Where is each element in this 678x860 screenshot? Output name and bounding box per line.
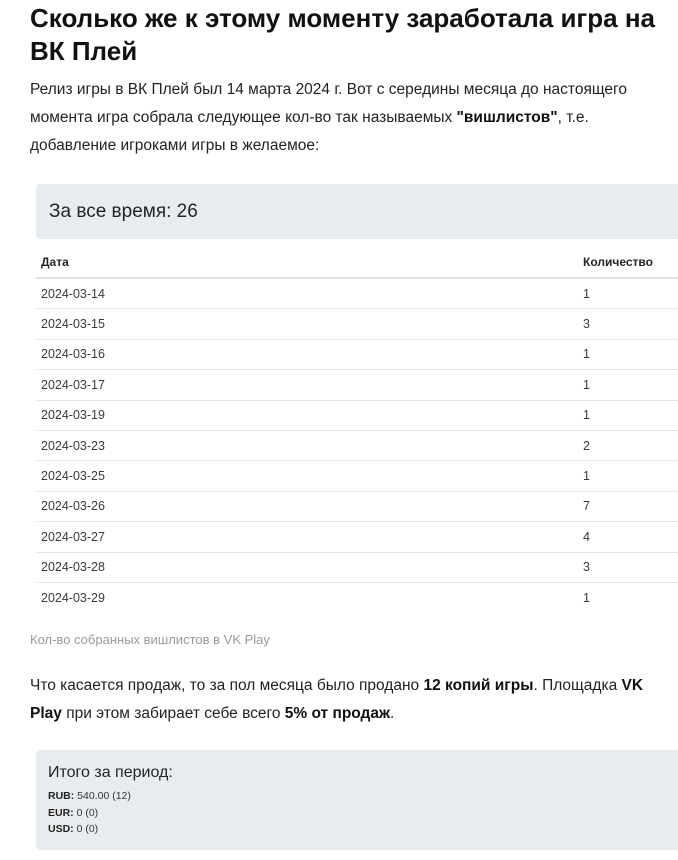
column-header-count: Количество bbox=[577, 247, 678, 278]
currency-row-usd bbox=[48, 821, 678, 838]
cell-date: 2024-03-25 bbox=[36, 461, 577, 491]
sales-paragraph bbox=[30, 672, 670, 728]
cell-date: 2024-03-17 bbox=[36, 370, 577, 400]
total-wishlists-panel bbox=[36, 184, 678, 239]
cell-count: 7 bbox=[577, 491, 678, 521]
wishlist-table bbox=[36, 247, 678, 612]
cell-count: 1 bbox=[583, 590, 590, 605]
sales-text-4: . bbox=[390, 705, 395, 722]
intro-bold-wishlists: "вишлистов" bbox=[456, 109, 558, 126]
cell-date: 2024-03-23 bbox=[36, 430, 577, 460]
cell-count: 4 bbox=[577, 522, 678, 552]
total-wishlists-label: За все время: 26 bbox=[49, 200, 198, 222]
table-row bbox=[36, 309, 678, 339]
cell-count: 3 bbox=[577, 309, 678, 339]
table-body bbox=[36, 278, 678, 612]
table-row bbox=[36, 491, 678, 521]
sales-bold-platform: VK Play bbox=[30, 677, 644, 722]
sales-text-1: Что касается продаж, то за пол месяца было продано bbox=[30, 677, 424, 694]
cell-date: 2024-03-16 bbox=[36, 339, 577, 369]
table-row bbox=[36, 552, 678, 582]
cell-count: 1 bbox=[577, 400, 678, 430]
cell-count: 2 bbox=[577, 430, 678, 460]
cell-count: 1 bbox=[577, 370, 678, 400]
currency-code: EUR: bbox=[48, 806, 74, 819]
table-row bbox=[36, 461, 678, 491]
table-row bbox=[36, 370, 678, 400]
intro-text-1: Релиз игры в ВК Плей был 14 марта 2024 г. Вот с середины месяца до настоящего момента игра собрала следующее кол-во так называемых bbox=[30, 81, 627, 126]
cell-date: 2024-03-28 bbox=[36, 552, 577, 582]
table-row bbox=[36, 339, 678, 369]
intro-text-2: , т.е. добавление игроками игры в желаемое: bbox=[30, 109, 589, 154]
currency-value: 0 (0) bbox=[76, 823, 99, 835]
sales-bold-commission: 5% от продаж bbox=[284, 705, 390, 722]
cell-count: 1 bbox=[577, 278, 678, 309]
cell-count: 1 bbox=[577, 339, 678, 369]
table-header-row bbox=[36, 247, 678, 278]
period-totals-panel bbox=[36, 750, 678, 850]
table-row bbox=[36, 400, 678, 430]
cell-date: 2024-03-26 bbox=[36, 491, 577, 521]
article-title: Сколько же к этому моменту заработала игра на ВК Плей bbox=[30, 3, 655, 66]
currency-value: 540.00 (12) bbox=[77, 790, 131, 802]
currency-code: USD: bbox=[48, 823, 74, 835]
cell-date: 2024-03-14 bbox=[36, 278, 577, 309]
cell-date: 2024-03-29 bbox=[41, 590, 105, 605]
currency-row-eur bbox=[48, 805, 678, 822]
sales-bold-copies: 12 копий игры bbox=[423, 677, 534, 694]
currency-row-rub bbox=[48, 788, 678, 805]
currency-list bbox=[48, 788, 678, 838]
cell-date: 2024-03-27 bbox=[36, 522, 577, 552]
table-row bbox=[36, 582, 678, 612]
sales-text-2: . Площадка bbox=[533, 677, 622, 694]
cell-count: 3 bbox=[577, 552, 678, 582]
intro-paragraph bbox=[30, 76, 660, 160]
table-row bbox=[36, 278, 678, 309]
sales-text-3: при этом забирает себе всего bbox=[61, 705, 285, 722]
period-title: Итого за период: bbox=[48, 764, 173, 781]
cell-count: 1 bbox=[577, 461, 678, 491]
currency-code: RUB: bbox=[48, 790, 75, 802]
table-row bbox=[36, 430, 678, 460]
cell-date: 2024-03-19 bbox=[36, 400, 577, 430]
table-row bbox=[36, 522, 678, 552]
table-caption: Кол-во собранных вишлистов в VK Play bbox=[30, 632, 270, 647]
cell-date: 2024-03-15 bbox=[36, 309, 577, 339]
column-header-date: Дата bbox=[36, 247, 577, 278]
currency-value: 0 (0) bbox=[76, 806, 99, 819]
